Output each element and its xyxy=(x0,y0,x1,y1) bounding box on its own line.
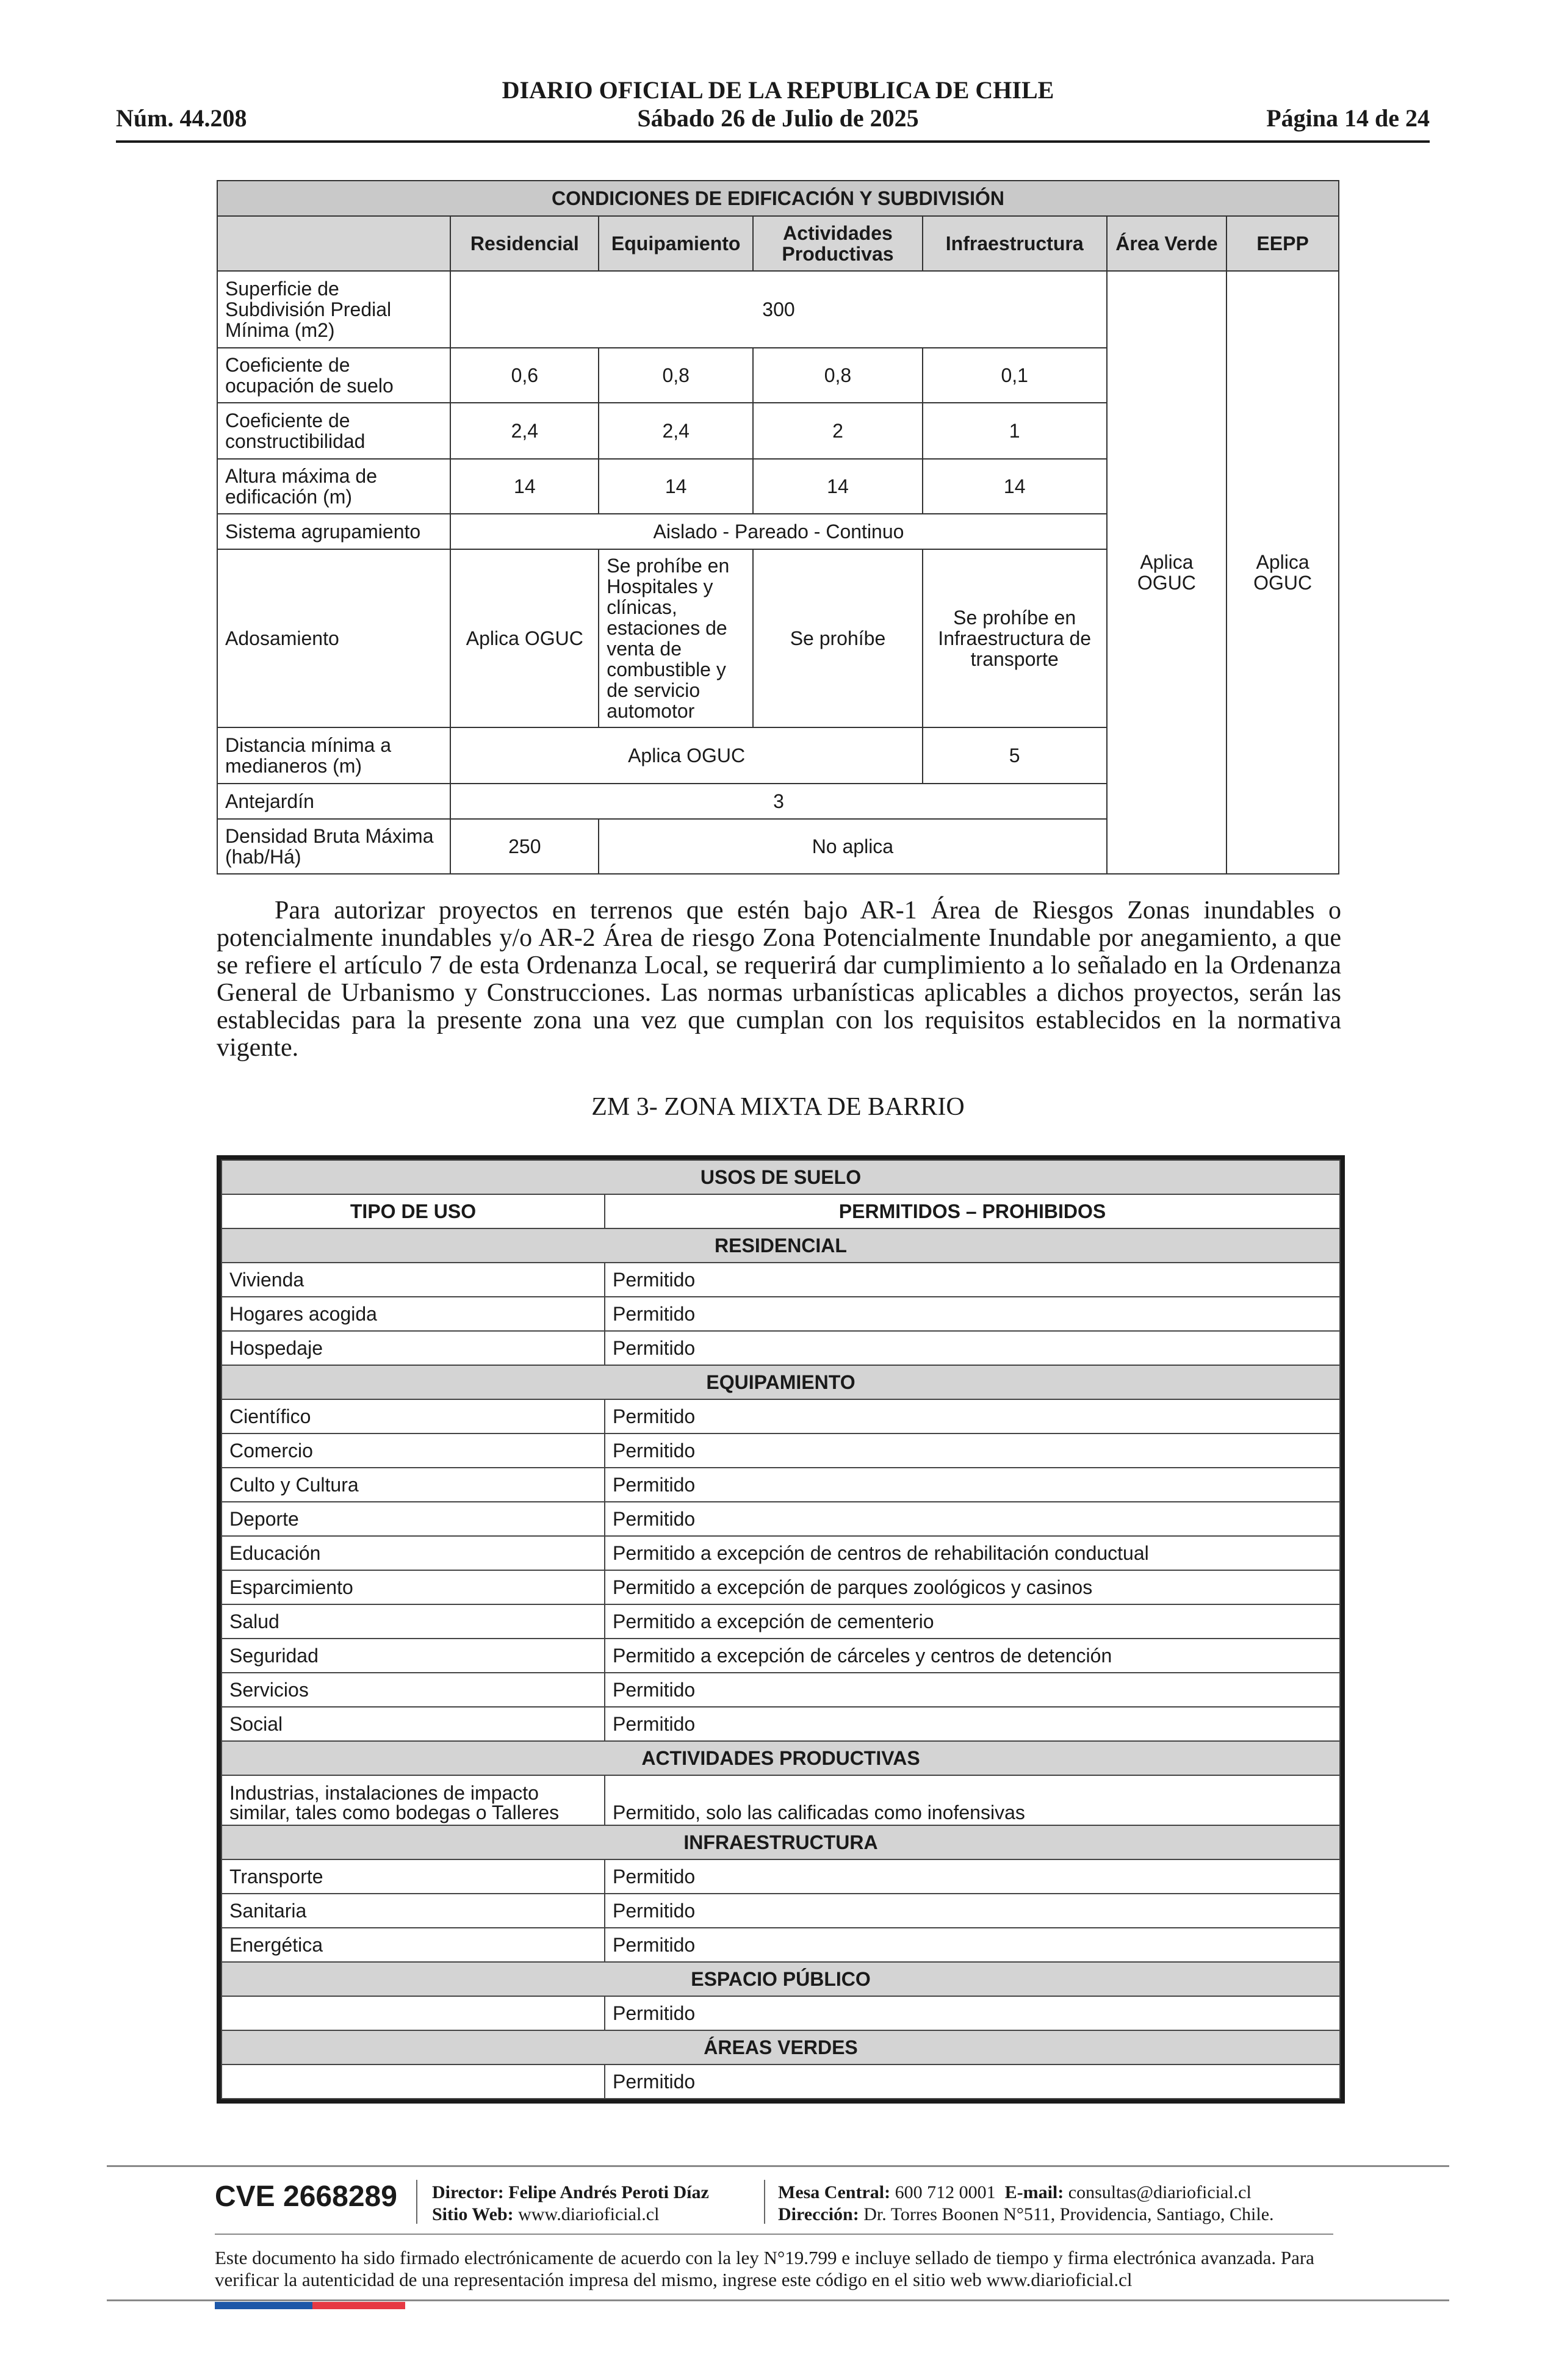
cell-value: Se prohíbe en Infraestructura de transporte xyxy=(923,549,1107,727)
footer-contact-block xyxy=(778,2182,1274,2226)
cell-value: 2,4 xyxy=(450,403,599,459)
permission-cell: Permitido xyxy=(605,1468,1340,1502)
table-row xyxy=(222,1928,1340,1962)
cell-value: 14 xyxy=(599,459,753,514)
footer-divider xyxy=(215,2234,1333,2235)
permission-cell: Permitido xyxy=(605,1859,1340,1894)
column-header-empty xyxy=(217,216,450,271)
permission-cell: Permitido, solo las calificadas como inofensivas xyxy=(605,1775,1340,1825)
land-use-table-title: USOS DE SUELO xyxy=(222,1160,1340,1194)
permission-cell: Permitido xyxy=(605,1707,1340,1741)
land-use-table xyxy=(221,1159,1341,2099)
issue-date: Sábado 26 de Julio de 2025 xyxy=(637,104,919,132)
row-label: Antejardín xyxy=(217,784,450,819)
use-type-cell: Deporte xyxy=(222,1502,605,1536)
signature-note: Este documento ha sido firmado electrónicamente de acuerdo con la ley N°19.799 e incluye sellado de tiempo y firma electrónica avanzada. Para verificar la autenticidad de una representación impresa del mismo, ingrese este código en el sitio web www.diarioficial.cl xyxy=(215,2247,1314,2290)
table-row xyxy=(222,1468,1340,1502)
zone-title: ZM 3- ZONA MIXTA DE BARRIO xyxy=(591,1093,965,1121)
website-label: Sitio Web: xyxy=(432,2204,514,2224)
page-indicator: Página 14 de 24 xyxy=(1266,104,1430,132)
issue-number: Núm. 44.208 xyxy=(116,104,247,132)
table-row xyxy=(222,1707,1340,1741)
row-label: Densidad Bruta Máxima (hab/Há) xyxy=(217,819,450,874)
cell-value: 0,8 xyxy=(753,348,923,403)
cell-value: 14 xyxy=(923,459,1107,514)
permission-cell: Permitido xyxy=(605,1928,1340,1962)
permission-cell: Permitido xyxy=(605,1996,1340,2030)
section-header: EQUIPAMIENTO xyxy=(222,1365,1340,1399)
use-type-cell: Salud xyxy=(222,1604,605,1639)
use-type-cell: Industrias, instalaciones de impacto similar, tales como bodegas o Talleres xyxy=(222,1775,605,1825)
permission-cell: Permitido xyxy=(605,1297,1340,1331)
cell-value: 0,1 xyxy=(923,348,1107,403)
permission-cell: Permitido xyxy=(605,1502,1340,1536)
row-label: Distancia mínima a medianeros (m) xyxy=(217,727,450,784)
use-type-cell: Energética xyxy=(222,1928,605,1962)
column-header: Infraestructura xyxy=(923,216,1107,271)
cell-value: 300 xyxy=(450,271,1106,348)
section-header: RESIDENCIAL xyxy=(222,1228,1340,1263)
footer-separator xyxy=(764,2180,765,2224)
table-row xyxy=(222,1996,1340,2030)
use-type-cell: Científico xyxy=(222,1399,605,1433)
header-divider xyxy=(116,140,1430,143)
email-link[interactable]: consultas@diarioficial.cl xyxy=(1068,2182,1252,2202)
section-header: INFRAESTRUCTURA xyxy=(222,1825,1340,1859)
use-type-cell: Sanitaria xyxy=(222,1894,605,1928)
permission-cell: Permitido xyxy=(605,1894,1340,1928)
conditions-table xyxy=(217,180,1339,874)
cell-value: 5 xyxy=(923,727,1107,784)
section-header: ACTIVIDADES PRODUCTIVAS xyxy=(222,1741,1340,1775)
table-row xyxy=(222,1859,1340,1894)
flag-stripe-blue xyxy=(215,2302,312,2309)
row-label: Coeficiente de ocupación de suelo xyxy=(217,348,450,403)
use-type-cell: Seguridad xyxy=(222,1639,605,1673)
eepp-value: Aplica OGUC xyxy=(1226,271,1339,874)
permission-cell: Permitido a excepción de parques zoológicos y casinos xyxy=(605,1570,1340,1604)
use-type-cell: Hogares acogida xyxy=(222,1297,605,1331)
cell-value: No aplica xyxy=(599,819,1106,874)
use-type-cell xyxy=(222,2064,605,2099)
permission-cell: Permitido xyxy=(605,1399,1340,1433)
cell-value: Aplica OGUC xyxy=(450,727,922,784)
cell-value: 14 xyxy=(450,459,599,514)
table-row xyxy=(222,2064,1340,2099)
row-label: Sistema agrupamiento xyxy=(217,514,450,549)
cell-value: 1 xyxy=(923,403,1107,459)
table-row xyxy=(222,1536,1340,1570)
use-type-cell: Transporte xyxy=(222,1859,605,1894)
phone-label: Mesa Central: xyxy=(778,2182,891,2202)
column-header: Equipamiento xyxy=(599,216,753,271)
address-text: Dr. Torres Boonen N°511, Providencia, Santiago, Chile. xyxy=(863,2204,1274,2224)
cell-value: Aplica OGUC xyxy=(450,549,599,727)
permission-cell: Permitido a excepción de cárceles y centros de detención xyxy=(605,1639,1340,1673)
column-header-type: TIPO DE USO xyxy=(222,1194,605,1228)
table-row xyxy=(222,1673,1340,1707)
phone-number: 600 712 0001 xyxy=(895,2182,996,2202)
row-label: Coeficiente de constructibilidad xyxy=(217,403,450,459)
use-type-cell: Culto y Cultura xyxy=(222,1468,605,1502)
table-row xyxy=(222,1399,1340,1433)
cell-value: Aislado - Pareado - Continuo xyxy=(450,514,1106,549)
section-header: ESPACIO PÚBLICO xyxy=(222,1962,1340,1996)
conditions-table-title: CONDICIONES DE EDIFICACIÓN Y SUBDIVISIÓN xyxy=(217,181,1339,216)
column-header-permission: PERMITIDOS – PROHIBIDOS xyxy=(605,1194,1340,1228)
table-row xyxy=(222,1502,1340,1536)
cell-value: 14 xyxy=(753,459,923,514)
permission-cell: Permitido a excepción de cementerio xyxy=(605,1604,1340,1639)
cell-value: Se prohíbe xyxy=(753,549,923,727)
permission-cell: Permitido a excepción de centros de rehabilitación conductual xyxy=(605,1536,1340,1570)
cve-code: CVE 2668289 xyxy=(215,2180,397,2213)
table-row xyxy=(222,1775,1340,1825)
permission-cell: Permitido xyxy=(605,1433,1340,1468)
use-type-cell: Vivienda xyxy=(222,1263,605,1297)
table-row xyxy=(222,1433,1340,1468)
table-row xyxy=(222,1263,1340,1297)
column-header: Residencial xyxy=(450,216,599,271)
address-label: Dirección: xyxy=(778,2204,859,2224)
row-label: Superficie de Subdivisión Predial Mínima (m2) xyxy=(217,271,450,348)
table-row xyxy=(222,1639,1340,1673)
land-use-table-frame xyxy=(217,1155,1345,2104)
newspaper-name: DIARIO OFICIAL DE LA REPUBLICA DE CHILE xyxy=(502,76,1054,104)
cell-value: 2 xyxy=(753,403,923,459)
table-row xyxy=(222,1570,1340,1604)
cell-value: 3 xyxy=(450,784,1106,819)
use-type-cell: Servicios xyxy=(222,1673,605,1707)
email-label: E-mail: xyxy=(1004,2182,1064,2202)
footer-divider xyxy=(107,2299,1449,2301)
cell-value: 0,6 xyxy=(450,348,599,403)
column-header: EEPP xyxy=(1226,216,1339,271)
director-name: Felipe Andrés Peroti Díaz xyxy=(508,2182,709,2202)
cell-value: Se prohíbe en Hospitales y clínicas, estaciones de venta de combustible y de servicio automotor xyxy=(599,549,753,727)
permission-cell: Permitido xyxy=(605,1263,1340,1297)
use-type-cell: Educación xyxy=(222,1536,605,1570)
footer-separator xyxy=(416,2180,417,2224)
use-type-cell: Comercio xyxy=(222,1433,605,1468)
cell-value: 250 xyxy=(450,819,599,874)
section-header: ÁREAS VERDES xyxy=(222,2030,1340,2064)
use-type-cell xyxy=(222,1996,605,2030)
permission-cell: Permitido xyxy=(605,1673,1340,1707)
footer-director-block xyxy=(432,2182,709,2226)
table-row xyxy=(222,1894,1340,1928)
footer-divider xyxy=(107,2165,1449,2167)
permission-cell: Permitido xyxy=(605,1331,1340,1365)
use-type-cell: Social xyxy=(222,1707,605,1741)
cell-value: 0,8 xyxy=(599,348,753,403)
use-type-cell: Esparcimiento xyxy=(222,1570,605,1604)
row-label: Altura máxima de edificación (m) xyxy=(217,459,450,514)
permission-cell: Permitido xyxy=(605,2064,1340,2099)
column-header: Actividades Productivas xyxy=(753,216,923,271)
cell-value: 2,4 xyxy=(599,403,753,459)
director-label: Director: xyxy=(432,2182,504,2202)
flag-stripe-red xyxy=(312,2302,405,2309)
row-label: Adosamiento xyxy=(217,549,450,727)
body-paragraph: Para autorizar proyectos en terrenos que estén bajo AR-1 Área de Riesgos Zonas inundables o potencialmente inundables y/o AR-2 Área de riesgo Zona Potencialmente Inundable por anegamiento, a que se refiere el artículo 7 de esta Ordenanza Local, se requerirá dar cumplimiento a lo señalado en la Ordenanza General de Urbanismo y Construcciones. Las normas urbanísticas aplicables a dichos proyectos, serán las establecidas para la presente zona una vez que cumplan con los requisitos establecidos en la normativa vigente. xyxy=(217,896,1341,1062)
column-header: Área Verde xyxy=(1107,216,1227,271)
table-row xyxy=(222,1297,1340,1331)
area-verde-value: Aplica OGUC xyxy=(1107,271,1227,874)
use-type-cell: Hospedaje xyxy=(222,1331,605,1365)
website-link[interactable]: www.diarioficial.cl xyxy=(518,2204,660,2224)
table-row xyxy=(222,1604,1340,1639)
table-row xyxy=(222,1331,1340,1365)
